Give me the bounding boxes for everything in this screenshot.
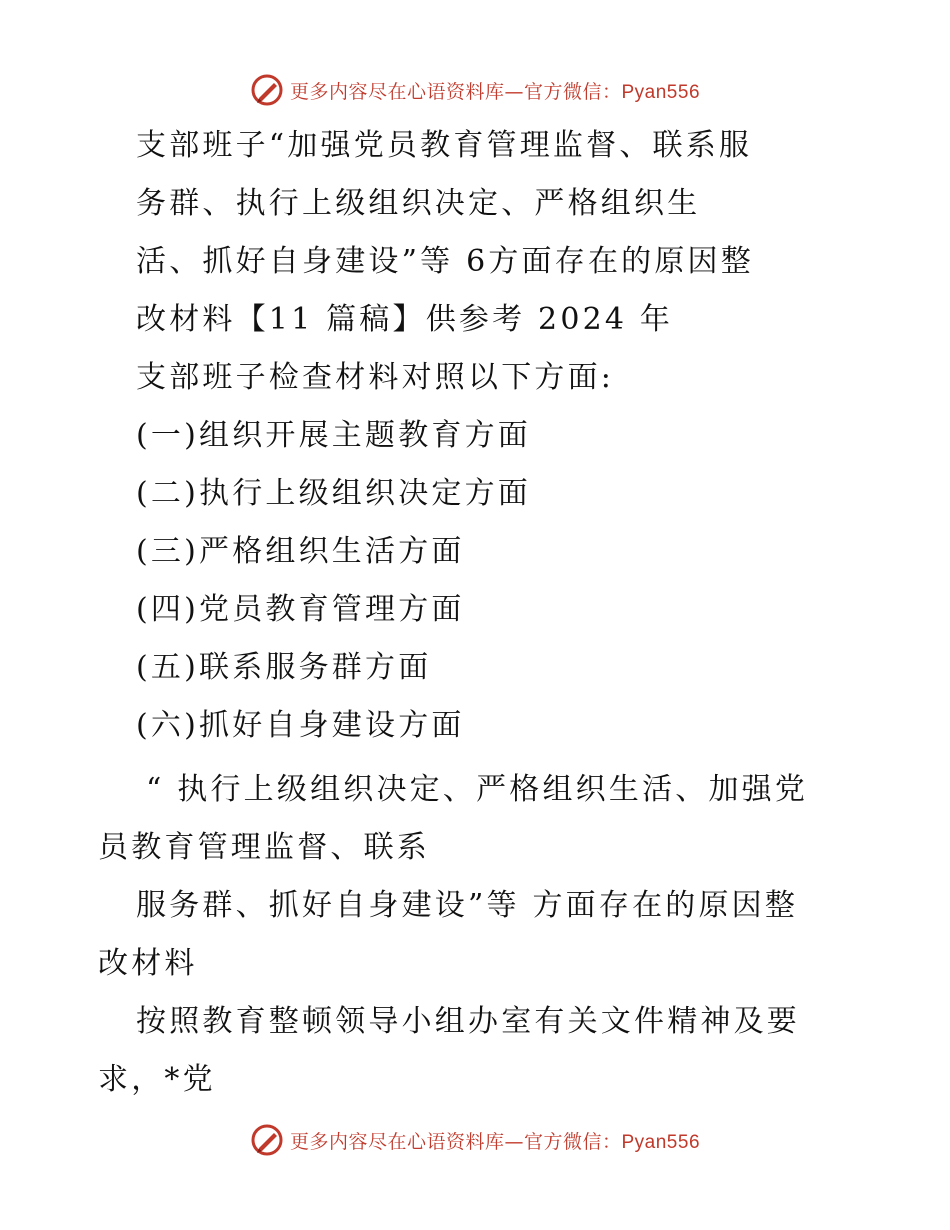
pen-logo-icon <box>250 1123 284 1157</box>
body-line: 服务群、抓好自身建设”等 方面存在的原因整 <box>136 888 799 923</box>
body-line: 求，*党 <box>98 1062 216 1097</box>
header-banner <box>0 70 950 110</box>
aspect-item: (三)严格组织生活方面 <box>136 534 465 569</box>
aspect-item: (一)组织开展主题教育方面 <box>136 418 532 453</box>
pen-logo-icon <box>250 73 284 107</box>
aspect-item: (四)党员教育管理方面 <box>136 592 465 627</box>
title-line-3: 活、抓好自身建设”等 6方面存在的原因整 <box>136 244 754 279</box>
banner-text: 更多内容尽在心语资料库—官方微信：Pyan556 <box>289 1130 701 1153</box>
footer-banner <box>0 1120 950 1160</box>
title-line-4: 改材料【11 篇稿】供参考 2024 年 <box>136 302 674 337</box>
banner-text: 更多内容尽在心语资料库—官方微信：Pyan556 <box>289 80 701 103</box>
body-line: 改材料 <box>98 946 198 981</box>
title-line-1: 支部班子“加强党员教育管理监督、联系服 <box>136 128 753 163</box>
wechat-id: Pyan556 <box>621 81 701 103</box>
aspect-item: (六)抓好自身建设方面 <box>136 708 465 743</box>
aspect-item: (二)执行上级组织决定方面 <box>136 476 532 511</box>
intro-line: 支部班子检查材料对照以下方面: <box>136 360 615 395</box>
body-line: “ 执行上级组织决定、严格组织生活、加强党 <box>146 772 809 807</box>
aspect-item: (五)联系服务群方面 <box>136 650 432 685</box>
body-line: 按照教育整顿领导小组办室有关文件精神及要 <box>136 1004 800 1039</box>
wechat-id: Pyan556 <box>621 1131 701 1153</box>
title-line-2: 务群、执行上级组织决定、严格组织生 <box>136 186 701 221</box>
body-line: 员教育管理监督、联系 <box>98 830 430 865</box>
